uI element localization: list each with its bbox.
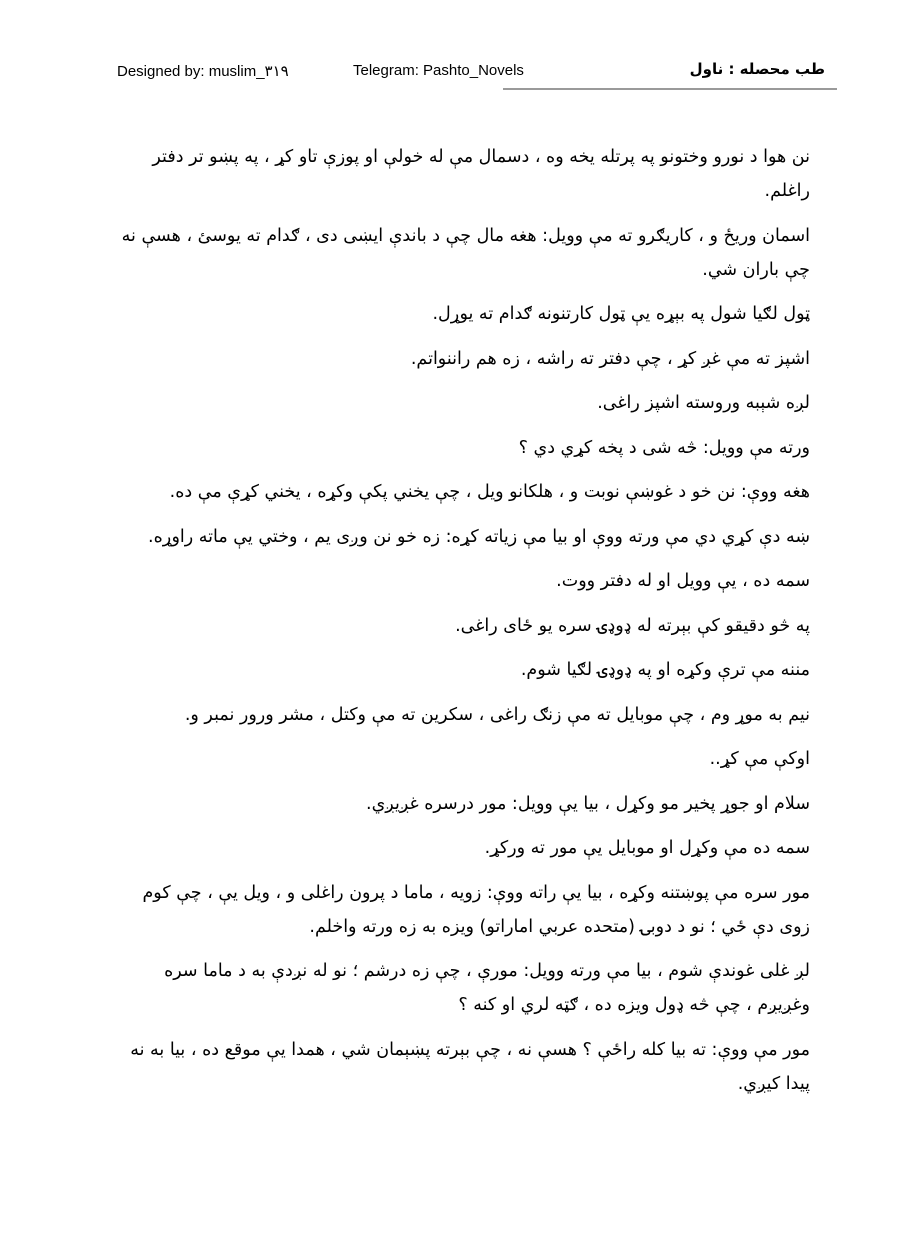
- paragraph: ښه دې کړي دي مې ورته ووې او بیا مې زیاته کړه: زه خو نن وږی یم ، وختي یې ماته راوړه.: [148, 526, 810, 547]
- paragraph: اسمان وریځ و ، کاریګرو ته مې وویل: هغه مال چې د باندې ایښی دی ، ګدام ته یوسئ ، هسې نه چې باران شي.: [121, 225, 810, 280]
- body-text: [108, 140, 810, 1111]
- designer-credit: Designed by: muslim_۳۱۹: [117, 63, 289, 80]
- paragraph: مور مې ووې: ته بیا کله راځې ؟ هسې نه ، چې بېرته پښېمان شي ، همدا یې موقع ده ، بیا به نه پیدا کیږي.: [130, 1039, 810, 1094]
- paragraph: اوکې مې کړ..: [709, 749, 810, 769]
- header-divider: [503, 88, 837, 90]
- paragraph: نن هوا د نورو وختونو په پرتله یخه وه ، دسمال مې له خولې او پوزې تاو کړ ، په پښو تر دفتر راغلم.: [152, 147, 810, 201]
- paragraph: اشپز ته مې غږ کړ ، چې دفتر ته راشه ، زه هم راننواتم.: [410, 348, 810, 369]
- paragraph: په څو دقیقو کې بېرته له ډوډۍ سره یو ځای راغی.: [455, 615, 810, 636]
- paragraph: مور سره مې پوښتنه وکړه ، بیا یې راته ووې: زویه ، ماما د پرون راغلی و ، ویل یې ، چې کوم زوی دې ځي ؛ نو د دوبۍ (متحده عربي اماراتو) ویزه به زه ورته واخلم.: [142, 882, 810, 937]
- paragraph: سلام او جوړ پخیر مو وکړل ، بیا یې وویل: مور درسره غږیږي.: [366, 793, 810, 814]
- paragraph: ټول لګیا شول په بېړه یې ټول کارتنونه ګدام ته یوړل.: [432, 304, 810, 324]
- paragraph: هغه ووې: نن خو د غوښې نوبت و ، هلکانو ویل ، چې یخني پکې وکړه ، یخني کړې مې ده.: [169, 482, 810, 502]
- paragraph: مننه مې ترې وکړه او په ډوډۍ لګیا شوم.: [520, 660, 810, 680]
- telegram-channel: Telegram: Pashto_Novels: [353, 62, 524, 79]
- page-header: [117, 58, 837, 92]
- paragraph: نیم به موړ وم ، چې موبایل ته مې زنګ راغی ، سکرین ته مې وکتل ، مشر ورور نمبر و.: [184, 704, 810, 725]
- paragraph: لږ غلی غوندې شوم ، بیا مې ورته وویل: مورې ، چې زه درشم ؛ نو له نږدې به د ماما سره وغږیږم ، چې څه ډول ویزه ده ، ګټه لري او کنه ؟: [164, 961, 810, 1015]
- paragraph: سمه ده ، یې وویل او له دفتر ووت.: [556, 571, 810, 591]
- paragraph: ورته مې وویل: څه شی د پخه کړي دي ؟: [518, 437, 810, 458]
- paragraph: لږه شېبه وروسته اشپز راغی.: [597, 393, 810, 413]
- paragraph: سمه ده مې وکړل او موبایل یې مور ته ورکړ.: [484, 838, 810, 858]
- document-title: طب محصله : ناول: [689, 60, 825, 78]
